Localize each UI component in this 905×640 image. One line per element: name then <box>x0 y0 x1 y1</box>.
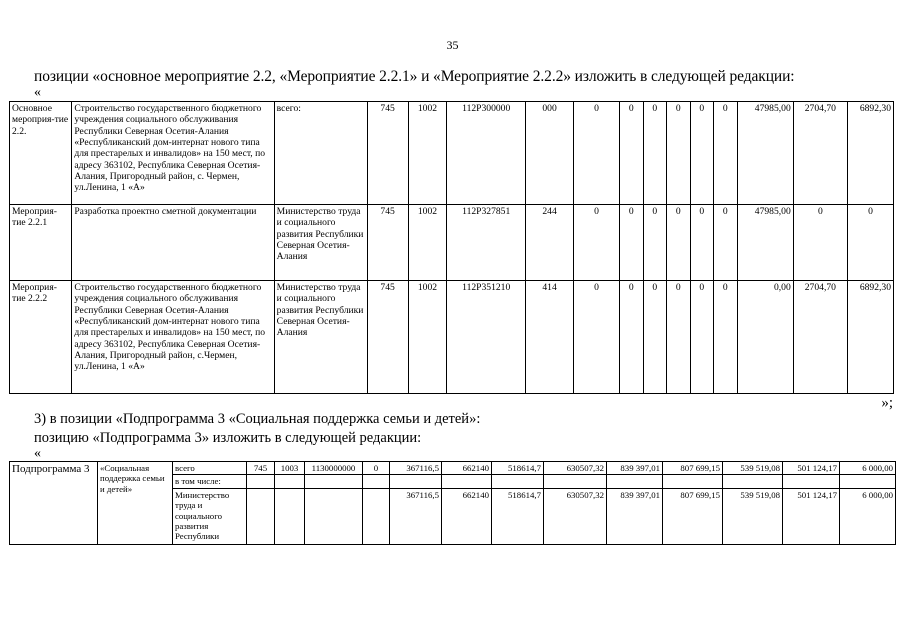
value-cell: 0 <box>620 281 644 394</box>
empty-cell <box>783 475 840 488</box>
empty-cell <box>363 488 390 544</box>
value-cell: 539 519,08 <box>723 488 783 544</box>
empty-cell <box>275 475 305 488</box>
table-row <box>10 281 894 394</box>
empty-cell <box>275 488 305 544</box>
row-description: Разработка проектно сметной документации <box>72 205 274 281</box>
value-cell: 0 <box>643 281 667 394</box>
value-cell: 6892,30 <box>847 102 893 205</box>
page-number: 35 <box>446 38 459 52</box>
empty-cell <box>305 475 363 488</box>
row-name: Мероприя-тие 2.2.2 <box>10 281 72 394</box>
row-executor: всего: <box>274 102 367 205</box>
value-cell: 501 124,17 <box>783 462 840 475</box>
open-quote: « <box>34 85 41 100</box>
value-cell: 2704,70 <box>793 102 847 205</box>
value-cell: 2704,70 <box>793 281 847 394</box>
value-cell: 367116,5 <box>390 462 442 475</box>
paragraph-3-line-2: позицию «Подпрограмма 3» изложить в следующей редакции: <box>34 430 422 446</box>
value-cell: 0 <box>714 102 738 205</box>
code-rzpr: 1002 <box>408 281 447 394</box>
row-name: Основное мероприя-тие 2.2. <box>10 102 72 205</box>
value-cell: 6 000,00 <box>840 462 896 475</box>
value-cell: 0 <box>667 205 691 281</box>
empty-cell <box>247 488 275 544</box>
value-cell: 0 <box>620 205 644 281</box>
code-vr: 000 <box>526 102 574 205</box>
empty-cell <box>663 475 723 488</box>
code-grbs: 745 <box>367 205 408 281</box>
row-name: Мероприя-тие 2.2.1 <box>10 205 72 281</box>
value-cell: 839 397,01 <box>607 488 663 544</box>
value-cell: 0 <box>847 205 893 281</box>
subprogram-name: Подпрограмма 3 <box>10 462 98 545</box>
value-cell: 367116,5 <box>390 488 442 544</box>
code-grbs: 745 <box>367 281 408 394</box>
code-grbs: 745 <box>367 102 408 205</box>
paragraph-3-line-1: 3) в позиции «Подпрограмма 3 «Социальная поддержка семьи и детей»: <box>34 411 481 427</box>
value-cell: 807 699,15 <box>663 462 723 475</box>
intro-paragraph: позиции «основное мероприятие 2.2, «Мероприятие 2.2.1» и «Мероприятие 2.2.2» изложить в следующей редакции: <box>34 68 795 85</box>
code-csr: 112Р351210 <box>447 281 526 394</box>
code-rzpr: 1003 <box>275 462 305 475</box>
row-description: Строительство государственного бюджетного учреждения социального обслуживания Республики Северная Осетия-Алания «Республиканский дом-интернат нового типа для престарелых и инвалидов» на 150 мест, по адресу 363102, Республика Северная Осетия-Алания, Пригородный район, с.Чермен, ул.Ленина, 1 «А» <box>72 281 274 394</box>
empty-cell <box>442 475 492 488</box>
value-cell: 518614,7 <box>492 488 544 544</box>
value-cell: 0 <box>690 102 714 205</box>
table-row <box>10 205 894 281</box>
row-executor: Министерство труда и социального развития Республики Северная Осетия-Алания <box>274 205 367 281</box>
value-cell: 0 <box>793 205 847 281</box>
value-cell: 0,00 <box>737 281 793 394</box>
empty-cell <box>607 475 663 488</box>
table-row <box>10 462 896 475</box>
value-cell: 630507,32 <box>544 488 607 544</box>
value-cell: 0 <box>574 205 620 281</box>
value-cell: 6892,30 <box>847 281 893 394</box>
value-cell: 0 <box>643 102 667 205</box>
empty-cell <box>723 475 783 488</box>
value-cell: 501 124,17 <box>783 488 840 544</box>
row-executor: Министерство труда и социального развития Республики <box>173 488 247 544</box>
value-cell: 47985,00 <box>737 102 793 205</box>
value-cell: 47985,00 <box>737 205 793 281</box>
code-csr: 112Р327851 <box>447 205 526 281</box>
value-cell: 839 397,01 <box>607 462 663 475</box>
code-vr: 0 <box>363 462 390 475</box>
subprogram-description: «Социальная поддержка семьи и детей» <box>98 462 173 545</box>
table-row <box>10 102 894 205</box>
row-executor: Министерство труда и социального развития Республики Северная Осетия-Алания <box>274 281 367 394</box>
code-csr: 1130000000 <box>305 462 363 475</box>
value-cell: 662140 <box>442 488 492 544</box>
value-cell: 0 <box>620 102 644 205</box>
table-subprogram-3 <box>9 461 896 545</box>
row-executor: в том числе: <box>173 475 247 488</box>
open-quote-2: « <box>34 446 41 461</box>
code-csr: 112Р300000 <box>447 102 526 205</box>
value-cell: 518614,7 <box>492 462 544 475</box>
value-cell: 0 <box>667 102 691 205</box>
value-cell: 0 <box>574 281 620 394</box>
closing-quote: »; <box>881 395 893 411</box>
code-vr: 244 <box>526 205 574 281</box>
value-cell: 0 <box>690 205 714 281</box>
value-cell: 6 000,00 <box>840 488 896 544</box>
empty-cell <box>363 475 390 488</box>
value-cell: 0 <box>643 205 667 281</box>
code-grbs: 745 <box>247 462 275 475</box>
value-cell: 539 519,08 <box>723 462 783 475</box>
value-cell: 0 <box>667 281 691 394</box>
empty-cell <box>305 488 363 544</box>
value-cell: 0 <box>690 281 714 394</box>
code-rzpr: 1002 <box>408 205 447 281</box>
empty-cell <box>544 475 607 488</box>
empty-cell <box>840 475 896 488</box>
row-executor: всего <box>173 462 247 475</box>
table-measures-2-2 <box>9 101 894 394</box>
row-description: Строительство государственного бюджетного учреждения социального обслуживания Республики Северная Осетия-Алания «Республиканский дом-интернат нового типа для престарелых и инвалидов» на 150 мест, по адресу 363102, Республика Северная Осетия-Алания, Пригородный район, с. Чермен, ул.Ленина, 1 «А» <box>72 102 274 205</box>
code-rzpr: 1002 <box>408 102 447 205</box>
value-cell: 0 <box>714 205 738 281</box>
value-cell: 0 <box>714 281 738 394</box>
value-cell: 630507,32 <box>544 462 607 475</box>
value-cell: 662140 <box>442 462 492 475</box>
empty-cell <box>390 475 442 488</box>
value-cell: 0 <box>574 102 620 205</box>
empty-cell <box>247 475 275 488</box>
empty-cell <box>492 475 544 488</box>
value-cell: 807 699,15 <box>663 488 723 544</box>
code-vr: 414 <box>526 281 574 394</box>
